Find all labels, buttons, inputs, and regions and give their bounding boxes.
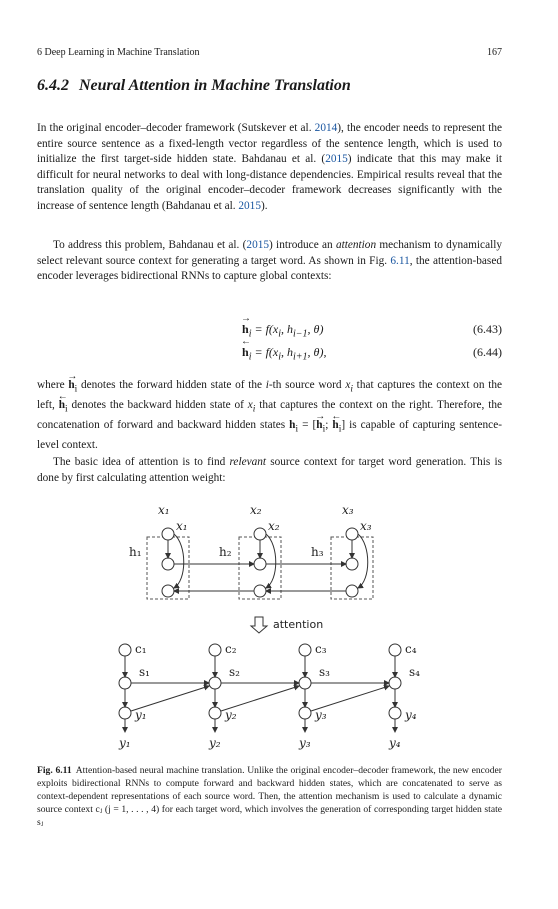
text-run: ) indicate that this may make it difficult for neural networks to deal with long-distance dependencies. Empirical results reveal that the translation quality of the original encoder–decoder framework decreases significantly with the increase of sentence length (Bahdanau et al. bbox=[37, 153, 502, 212]
output-node bbox=[389, 707, 401, 719]
section-heading bbox=[37, 77, 517, 95]
input-node bbox=[162, 528, 174, 540]
citation-link[interactable]: 2015 bbox=[246, 239, 270, 251]
source-input-label: x₂ bbox=[268, 519, 280, 533]
backward-rnn-node bbox=[254, 585, 266, 597]
hidden-label: h₂ bbox=[219, 545, 232, 559]
equation-text: , θ) bbox=[307, 322, 324, 336]
attention-label: attention bbox=[273, 618, 324, 631]
math-symbol: i bbox=[265, 379, 269, 391]
text-run: denotes the backward hidden state of bbox=[67, 398, 248, 411]
running-title: 6 Deep Learning in Machine Translation bbox=[37, 47, 200, 58]
encoder-column-3 bbox=[311, 503, 373, 599]
text-run: -th source word bbox=[268, 379, 346, 391]
forward-hidden-state: → h bbox=[67, 371, 78, 391]
text-run: ) introduce an bbox=[269, 239, 336, 251]
forward-rnn-node bbox=[162, 558, 174, 570]
equation-subscript: i+1 bbox=[293, 351, 308, 363]
backward-hidden-state: ← h bbox=[241, 336, 251, 359]
text-run: that captures the context on the right. Therefore, the concatenation of forward and backward hidden states bbox=[37, 398, 502, 431]
backward-rnn-node bbox=[162, 585, 174, 597]
equation-6-43 bbox=[37, 313, 502, 340]
forward-hidden-state: → h bbox=[241, 313, 251, 336]
text-run: where bbox=[37, 379, 69, 391]
section-title-text: Neural Attention in Machine Translation bbox=[79, 77, 351, 94]
emphasis: relevant bbox=[229, 456, 267, 468]
equation-text: , θ), bbox=[307, 345, 327, 359]
equation-text: = f(x bbox=[251, 322, 279, 336]
text-run: To address this problem, Bahdanau et al. ( bbox=[53, 239, 247, 251]
backward-rnn-node bbox=[346, 585, 358, 597]
page-number: 167 bbox=[487, 47, 502, 58]
source-word-label: x₂ bbox=[250, 503, 262, 517]
equation-number: (6.43) bbox=[473, 322, 502, 336]
text-run: ] is capable of capturing sentence-level context. bbox=[37, 418, 502, 451]
attention-block bbox=[251, 617, 323, 633]
source-word-label: x₃ bbox=[342, 503, 354, 517]
text-run: source context for target word generation. This is done by first calculating attention weight: bbox=[37, 456, 502, 484]
context-label: c₃ bbox=[315, 642, 327, 656]
output-node bbox=[119, 707, 131, 719]
hidden-label: h₃ bbox=[311, 545, 324, 559]
encoder-edges bbox=[168, 534, 368, 591]
text-run: denotes the forward hidden state of the bbox=[77, 379, 266, 391]
text-run: In the original encoder–decoder framework (Sutskever et al. bbox=[37, 122, 315, 134]
caption-text: Attention-based neural machine translation. Unlike the original encoder–decoder framework, the new encoder exploits bidirectional RNNs to compute forward and backward hidden states, which are concatenated to serve as context-dependent representations of each source word. Then, the attention mechanism is used to calculate a dynamic source context cⱼ (j = 1, . . . , 4) for each target word, which involves the generation of corresponding target hidden state sⱼ bbox=[37, 765, 502, 828]
target-word-label: y₁ bbox=[119, 736, 131, 750]
forward-rnn-node bbox=[254, 558, 266, 570]
target-word-label: y₃ bbox=[299, 736, 311, 750]
decoder-edges bbox=[125, 656, 395, 732]
backward-hidden-state: ← h bbox=[331, 410, 342, 431]
state-node bbox=[209, 677, 221, 689]
equation-formula: → $h_i = f(x_i$, $h_{i-1}$, θ) bbox=[241, 313, 324, 340]
equation-formula: ← $h_i = f(x_i$, $h_{i+1}$, θ), bbox=[241, 336, 327, 363]
text-run: The basic idea of attention is to find bbox=[53, 456, 230, 468]
state-label: s₃ bbox=[319, 665, 330, 679]
attention-nmt-figure bbox=[95, 490, 535, 755]
output-node bbox=[209, 707, 221, 719]
caption-label: Fig. 6.11 bbox=[37, 765, 72, 776]
context-node bbox=[119, 644, 131, 656]
context-label: c₁ bbox=[135, 642, 147, 656]
paragraph-hidden-states: where → $h_i$ denotes the forward hidden state of the i-th source word $x_i$ that captures the context on the left, ← $h_i$ denotes the backward hidden state of $x_i$ that captures the context on the right. Therefore, the concatenation of forward and backward hidden states $h_i$ = [ → $h_i$; ← $h_i$] is capable of capturing sentence-level context. bbox=[37, 371, 503, 451]
state-node bbox=[119, 677, 131, 689]
state-label: s₁ bbox=[139, 665, 150, 679]
text-run: ), the encoder needs to represent the entire source sentence as a fixed-length vector regardless of the sentence length, which is used to initialize the first target-side hidden state. Bahdanau et al. ( bbox=[37, 122, 502, 166]
source-input-label: x₁ bbox=[176, 519, 188, 533]
equation-text: , h bbox=[281, 322, 294, 336]
forward-hidden-state: → h bbox=[315, 410, 326, 431]
equation-6-44 bbox=[37, 336, 502, 363]
output-label: y₁ bbox=[135, 708, 147, 722]
paragraph-intro bbox=[37, 121, 502, 215]
text-run: , the attention-based encoder leverages bidirectional RNNs to capture global contexts: bbox=[37, 254, 502, 283]
figure-diagram bbox=[95, 490, 535, 755]
state-label: s₂ bbox=[229, 665, 240, 679]
context-label: c₄ bbox=[405, 642, 417, 656]
input-node bbox=[346, 528, 358, 540]
paragraph-attention-idea bbox=[37, 455, 502, 486]
input-node bbox=[254, 528, 266, 540]
context-node bbox=[389, 644, 401, 656]
output-node bbox=[299, 707, 311, 719]
citation-link[interactable]: 2014 bbox=[314, 122, 338, 134]
backward-hidden-state: ← h bbox=[57, 390, 68, 411]
equation-text: , h bbox=[281, 345, 294, 359]
figure-reference-link[interactable]: 6.11 bbox=[390, 254, 410, 267]
output-label: y₄ bbox=[405, 708, 417, 722]
state-node bbox=[389, 677, 401, 689]
encoder-column-2 bbox=[219, 503, 281, 599]
hidden-label: h₁ bbox=[129, 545, 142, 559]
math-symbol: x bbox=[345, 379, 351, 391]
context-node bbox=[209, 644, 221, 656]
forward-rnn-node bbox=[346, 558, 358, 570]
source-input-label: x₃ bbox=[360, 519, 372, 533]
state-node bbox=[299, 677, 311, 689]
text-run: = [ bbox=[298, 418, 317, 431]
equation-subscript: i−1 bbox=[293, 328, 308, 340]
target-word-label: y₂ bbox=[209, 736, 221, 750]
state-label: s₄ bbox=[409, 665, 420, 679]
source-word-label: x₁ bbox=[158, 503, 170, 517]
text-run: ; bbox=[325, 418, 333, 431]
text-run: ). bbox=[260, 199, 268, 212]
citation-link[interactable]: 2015 bbox=[238, 199, 261, 212]
equation-text: = f(x bbox=[251, 345, 279, 359]
emphasis: attention bbox=[335, 239, 377, 251]
context-node bbox=[299, 644, 311, 656]
equation-number: (6.44) bbox=[473, 345, 502, 359]
section-number: 6.4.2 bbox=[37, 77, 69, 94]
output-label: y₃ bbox=[315, 708, 327, 722]
target-word-label: y₄ bbox=[389, 736, 401, 750]
figure-caption bbox=[37, 764, 502, 829]
context-label: c₂ bbox=[225, 642, 237, 656]
output-label: y₂ bbox=[225, 708, 237, 722]
text-run: that captures the context on the left, bbox=[37, 379, 503, 411]
citation-link[interactable]: 2015 bbox=[325, 153, 348, 166]
paragraph-attention-intro bbox=[37, 238, 502, 285]
text-run: mechanism to dynamically select relevant source context for generating a target word. As shown in Fig. bbox=[37, 239, 503, 267]
encoder-column-1 bbox=[129, 503, 189, 599]
attention-arrow-icon bbox=[251, 617, 267, 633]
